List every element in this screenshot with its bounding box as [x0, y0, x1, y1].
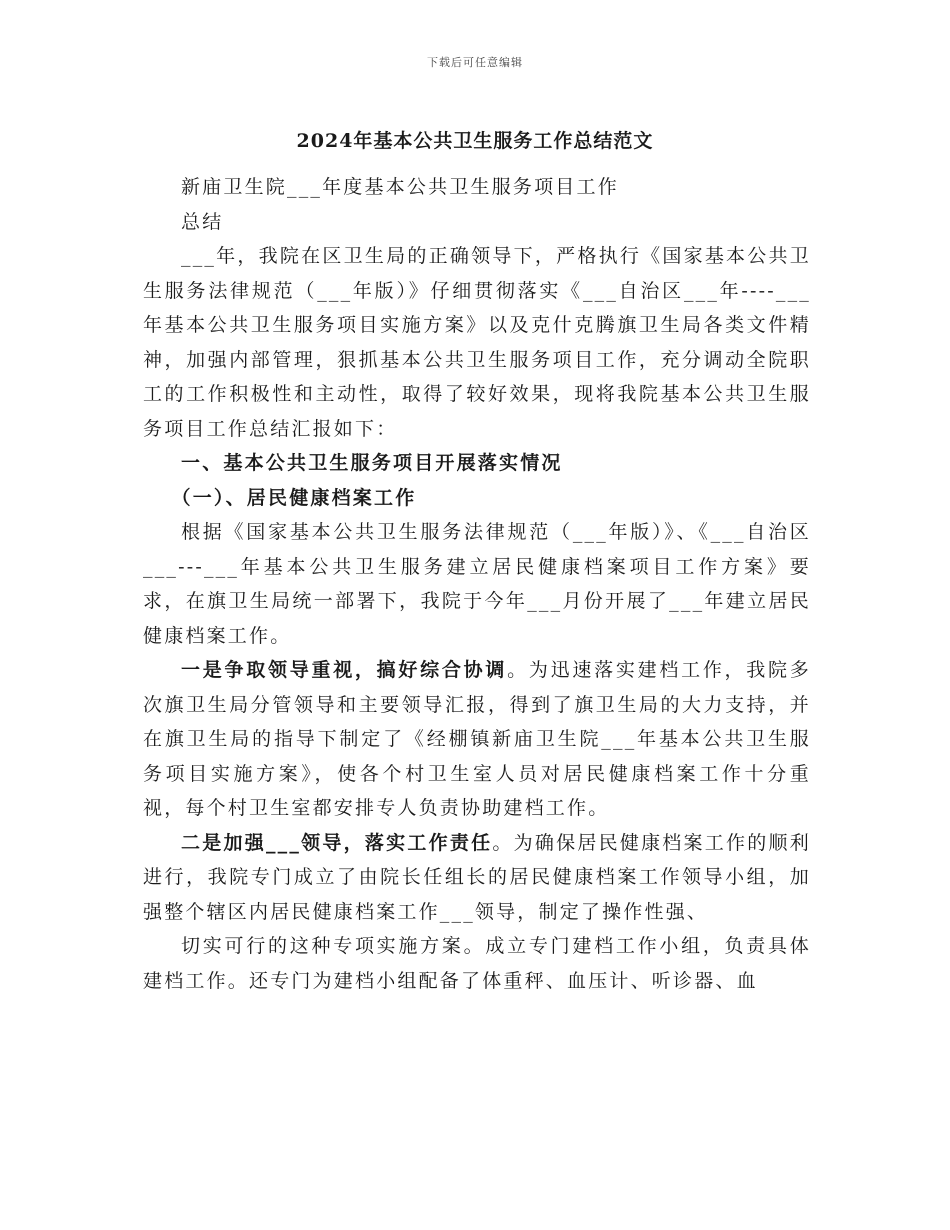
- paragraph-5-lead: 一是争取领导重视，搞好综合协调: [181, 659, 508, 681]
- document-body: [143, 170, 811, 998]
- paragraph-5: [143, 653, 811, 826]
- header-note: 下载后可任意编辑: [427, 56, 523, 69]
- paragraph-3: ___年，我院在区卫生局的正确领导下，严格执行《国家基本公共卫生服务法律规范（___年版）》仔细贯彻落实《___自治区___年----___年基本公共卫生服务项目实施方案》以及克什克腾旗卫生局各类文件精神，加强内部管理，狠抓基本公共卫生服务项目工作，充分调动全院职工的工作积极性和主动性，取得了较好效果，现将我院基本公共卫生服务项目工作总结汇报如下：: [143, 245, 811, 440]
- paragraph-7: 切实可行的这种专项实施方案。成立专门建档工作小组，负责具体建档工作。还专门为建档小组配备了体重秤、血压计、听诊器、血: [143, 935, 811, 992]
- paragraph-1: 新庙卫生院___年度基本公共卫生服务项目工作: [181, 176, 619, 198]
- section-heading-2: （一）、居民健康档案工作: [171, 486, 417, 509]
- paragraph-6-lead: 二是加强___领导，落实工作责任: [181, 831, 493, 854]
- document-title: 2024年基本公共卫生服务工作总结范文: [296, 130, 654, 152]
- paragraph-4: 根据《国家基本公共卫生服务法律规范（___年版）》、《___自治区___---___年基本公共卫生服务建立居民健康档案项目工作方案》要求，在旗卫生局统一部署下，我院于今年___月份开展了___年建立居民健康档案工作。: [143, 521, 811, 647]
- paragraph-2: 总结: [181, 210, 224, 233]
- paragraph-6: [143, 826, 811, 930]
- paragraph-6-rest: 。为确保居民健康档案工作的顺利进行，我院专门成立了由院长任组长的居民健康档案工作领导小组，加强整个辖区内居民健康档案工作___领导，制定了操作性强、: [143, 831, 811, 923]
- section-heading-1: 一、基本公共卫生服务项目开展落实情况: [181, 452, 563, 474]
- paragraph-5-rest: 。为迅速落实建档工作，我院多次旗卫生局分管领导和主要领导汇报，得到了旗卫生局的大力支持，并在旗卫生局的指导下制定了《经棚镇新庙卫生院___年基本公共卫生服务项目实施方案》，使各个村卫生室人员对居民健康档案工作十分重视，每个村卫生室都安排专人负责协助建档工作。: [143, 659, 811, 819]
